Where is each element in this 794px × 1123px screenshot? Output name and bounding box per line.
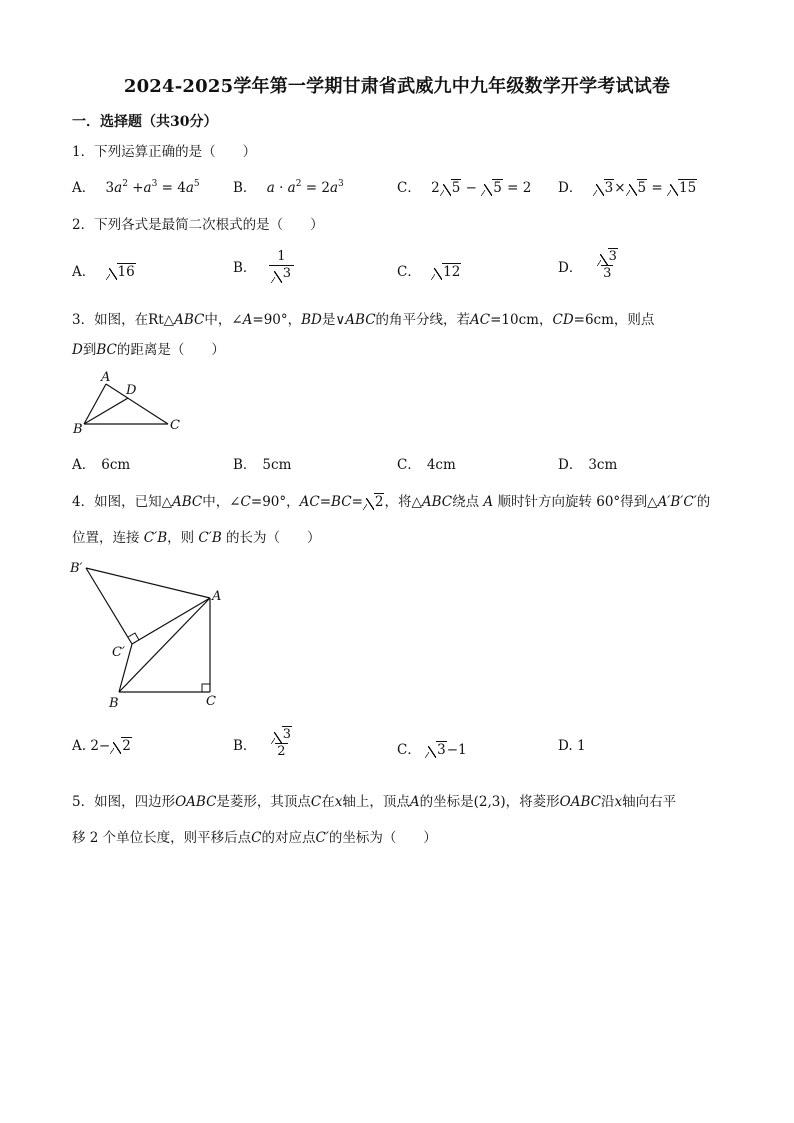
q2-option-c: C． 12 <box>397 264 461 280</box>
q3-option-d: D． 3cm <box>558 457 618 473</box>
q1-option-d: D． 3× 5 = 15 <box>558 180 697 196</box>
q4-segment-bpcp <box>86 568 132 644</box>
q4-option-b: B． $\frac{3}{2}$ <box>233 727 291 760</box>
q1-option-c: C． 2 5 − 5 = 2 <box>397 180 532 196</box>
q4-right-angle-c <box>202 684 210 692</box>
question-3-stem-line1: 3．如图，在Rt△ABC中，∠A=90°，BD是∨ABC的角平分线，若AC=10cm，CD=6cm，则点 <box>72 312 655 328</box>
q4-label-cprime: C′ <box>112 645 125 660</box>
q3-triangle-figure <box>72 370 192 436</box>
question-4-stem-line1: 4．如图，已知△ABC中，∠C=90°，AC=BC= 2，将△ABC绕点 A 顺时针方向旋转 60°得到△A′B′C′的 <box>72 494 711 510</box>
q4-label-bprime: B′ <box>70 561 83 576</box>
question-5-stem-line2: 移 2 个单位长度，则平移后点C的对应点C′的坐标为（ ） <box>72 830 437 846</box>
q2-option-d: D． $\frac{3}{3}$ <box>558 249 617 282</box>
question-5-stem-line1: 5．如图，四边形OABC是菱形，其顶点C在x轴上，顶点A的坐标是(2,3)，将菱形OABC沿x轴向右平 <box>72 794 677 810</box>
q3-option-a: A． 6cm <box>72 457 131 473</box>
q4-segment-ba <box>119 598 210 692</box>
question-1-stem: 1．下列运算正确的是（ ） <box>72 144 257 160</box>
q3-label-d: D <box>126 383 137 398</box>
q4-label-c: C <box>206 694 216 709</box>
q4-segment-cpa <box>132 598 210 644</box>
q3-label-c: C <box>170 418 180 433</box>
question-4-stem-line2: 位置，连接 C′B，则 C′B 的长为（ ） <box>72 530 321 546</box>
q4-option-c: C． 3−1 <box>397 742 467 758</box>
q4-segment-bpa <box>86 568 210 598</box>
q1-option-b: B． $a \cdot a^2 = 2a^3$ <box>233 179 344 196</box>
q4-rotation-figure <box>66 556 236 712</box>
q4-option-a: A. 2− 2 <box>72 738 131 754</box>
question-2-stem: 2．下列各式是最简二次根式的是（ ） <box>72 217 324 233</box>
page-title: 2024-2025学年第一学期甘肃省武威九中九年级数学开学考试试卷 <box>123 76 671 97</box>
q4-label-b: B <box>109 696 119 711</box>
q3-option-b: B． 5cm <box>233 457 292 473</box>
q2-option-a: A． 16 <box>72 264 135 280</box>
q3-option-c: C． 4cm <box>397 457 456 473</box>
q4-option-d: D. 1 <box>558 738 586 754</box>
question-3-stem-line2: D到BC的距离是（ ） <box>72 342 225 358</box>
q3-label-b: B <box>73 422 83 437</box>
q3-side-ac <box>106 384 168 424</box>
q4-label-a: A <box>212 589 222 604</box>
q4-right-angle-cp <box>128 633 139 640</box>
q3-label-a: A <box>101 370 111 385</box>
q1-option-a: A． $3a^2 +a^3 = 4a^5$ <box>72 179 200 196</box>
q2-option-b: B． $\frac{1}{3}$ <box>233 250 294 282</box>
section-heading: 一．选择题（共30分） <box>72 114 218 130</box>
